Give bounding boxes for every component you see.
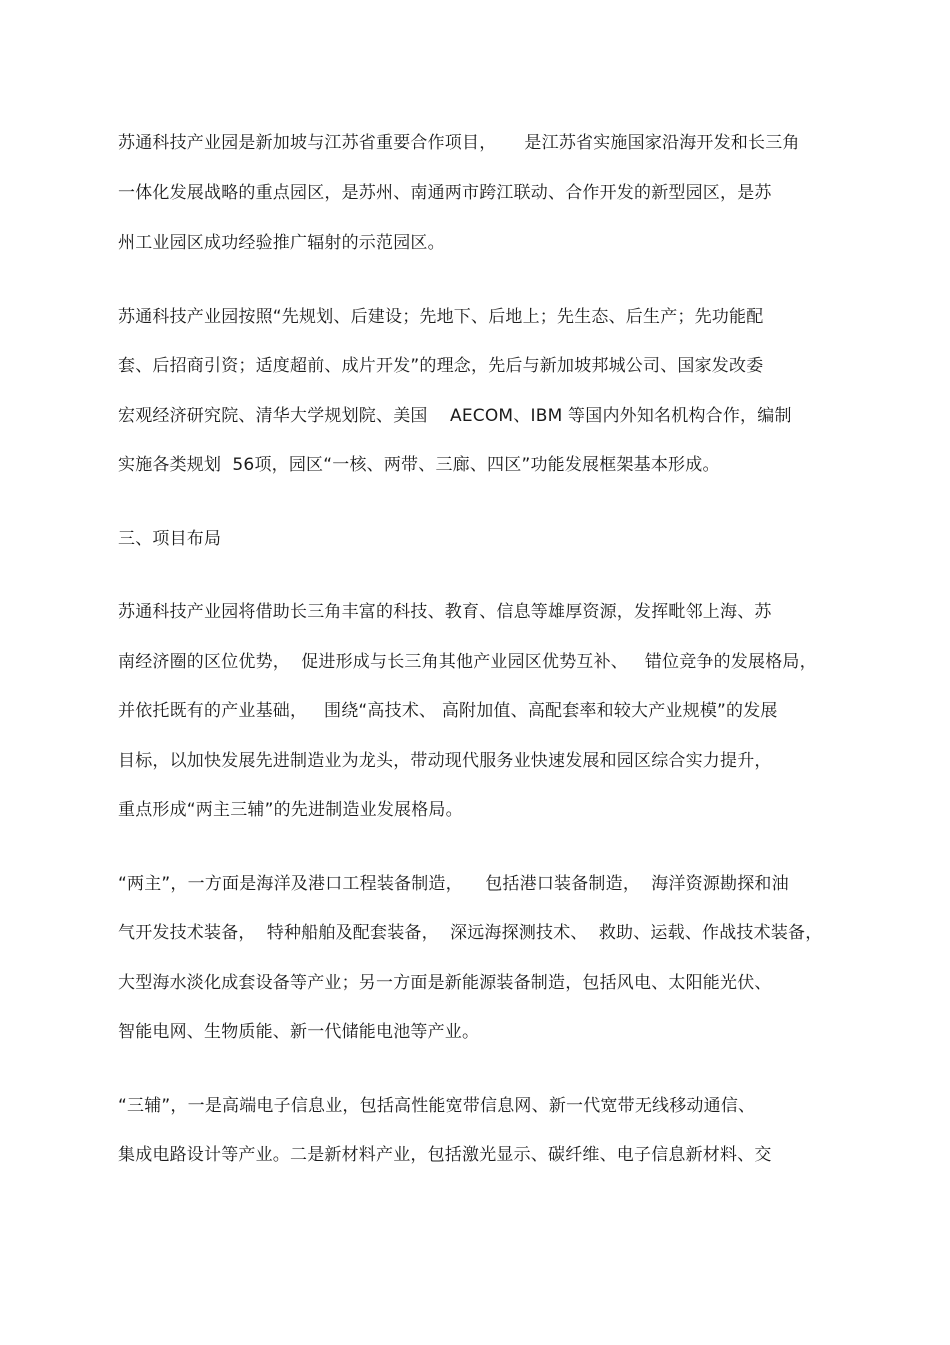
paragraph-1-line-3: 州工业园区成功经验推广辐射的示范园区。 xyxy=(118,233,445,253)
paragraph-2-line-1: 苏通科技产业园按照“先规划、后建设；先地下、后地上；先生态、后生产；先功能配 xyxy=(118,307,764,327)
paragraph-1-line-2: 一体化发展战略的重点园区，是苏州、南通两市跨江联动、合作开发的新型园区，是苏 xyxy=(118,183,772,203)
paragraph-2-line-4: 实施各类规划 56项，园区“一核、两带、三廊、四区”功能发展框架基本形成。 xyxy=(118,455,720,475)
paragraph-3-line-1: 苏通科技产业园将借助长三角丰富的科技、教育、信息等雄厚资源，发挥毗邻上海、苏 xyxy=(118,602,772,622)
paragraph-3-line-4: 目标，以加快发展先进制造业为龙头，带动现代服务业快速发展和园区综合实力提升， xyxy=(118,751,772,771)
paragraph-3-line-3: 并依托既有的产业基础， 围绕“高技术、 高附加值、高配套率和较大产业规模”的发展 xyxy=(118,701,778,721)
paragraph-3-line-5: 重点形成“两主三辅”的先进制造业发展格局。 xyxy=(118,800,463,820)
paragraph-2-line-3: 宏观经济研究院、清华大学规划院、美国 AECOM、IBM 等国内外知名机构合作，编制 xyxy=(118,406,792,426)
paragraph-5-line-2: 集成电路设计等产业。二是新材料产业，包括激光显示、碳纤维、电子信息新材料、交 xyxy=(118,1145,772,1165)
paragraph-3-line-2: 南经济圈的区位优势， 促进形成与长三角其他产业园区优势互补、 错位竞争的发展格局， xyxy=(118,652,817,672)
paragraph-4-line-1: “两主”，一方面是海洋及港口工程装备制造， 包括港口装备制造， 海洋资源勘探和油 xyxy=(118,874,789,894)
section-heading: 三、项目布局 xyxy=(118,529,222,549)
paragraph-1-line-1: 苏通科技产业园是新加坡与江苏省重要合作项目， 是江苏省实施国家沿海开发和长三角 xyxy=(118,133,800,153)
paragraph-4-line-4: 智能电网、生物质能、新一代储能电池等产业。 xyxy=(118,1022,480,1042)
paragraph-2-line-2: 套、后招商引资；适度超前、成片开发”的理念，先后与新加坡邦城公司、国家发改委 xyxy=(118,356,764,376)
paragraph-4-line-2: 气开发技术装备， 特种船舶及配套装备， 深远海探测技术、 救助、运载、作战技术装备， xyxy=(118,923,823,943)
paragraph-4-line-3: 大型海水淡化成套设备等产业；另一方面是新能源装备制造，包括风电、太阳能光伏、 xyxy=(118,973,772,993)
paragraph-5-line-1: “三辅”，一是高端电子信息业，包括高性能宽带信息网、新一代宽带无线移动通信、 xyxy=(118,1096,756,1116)
